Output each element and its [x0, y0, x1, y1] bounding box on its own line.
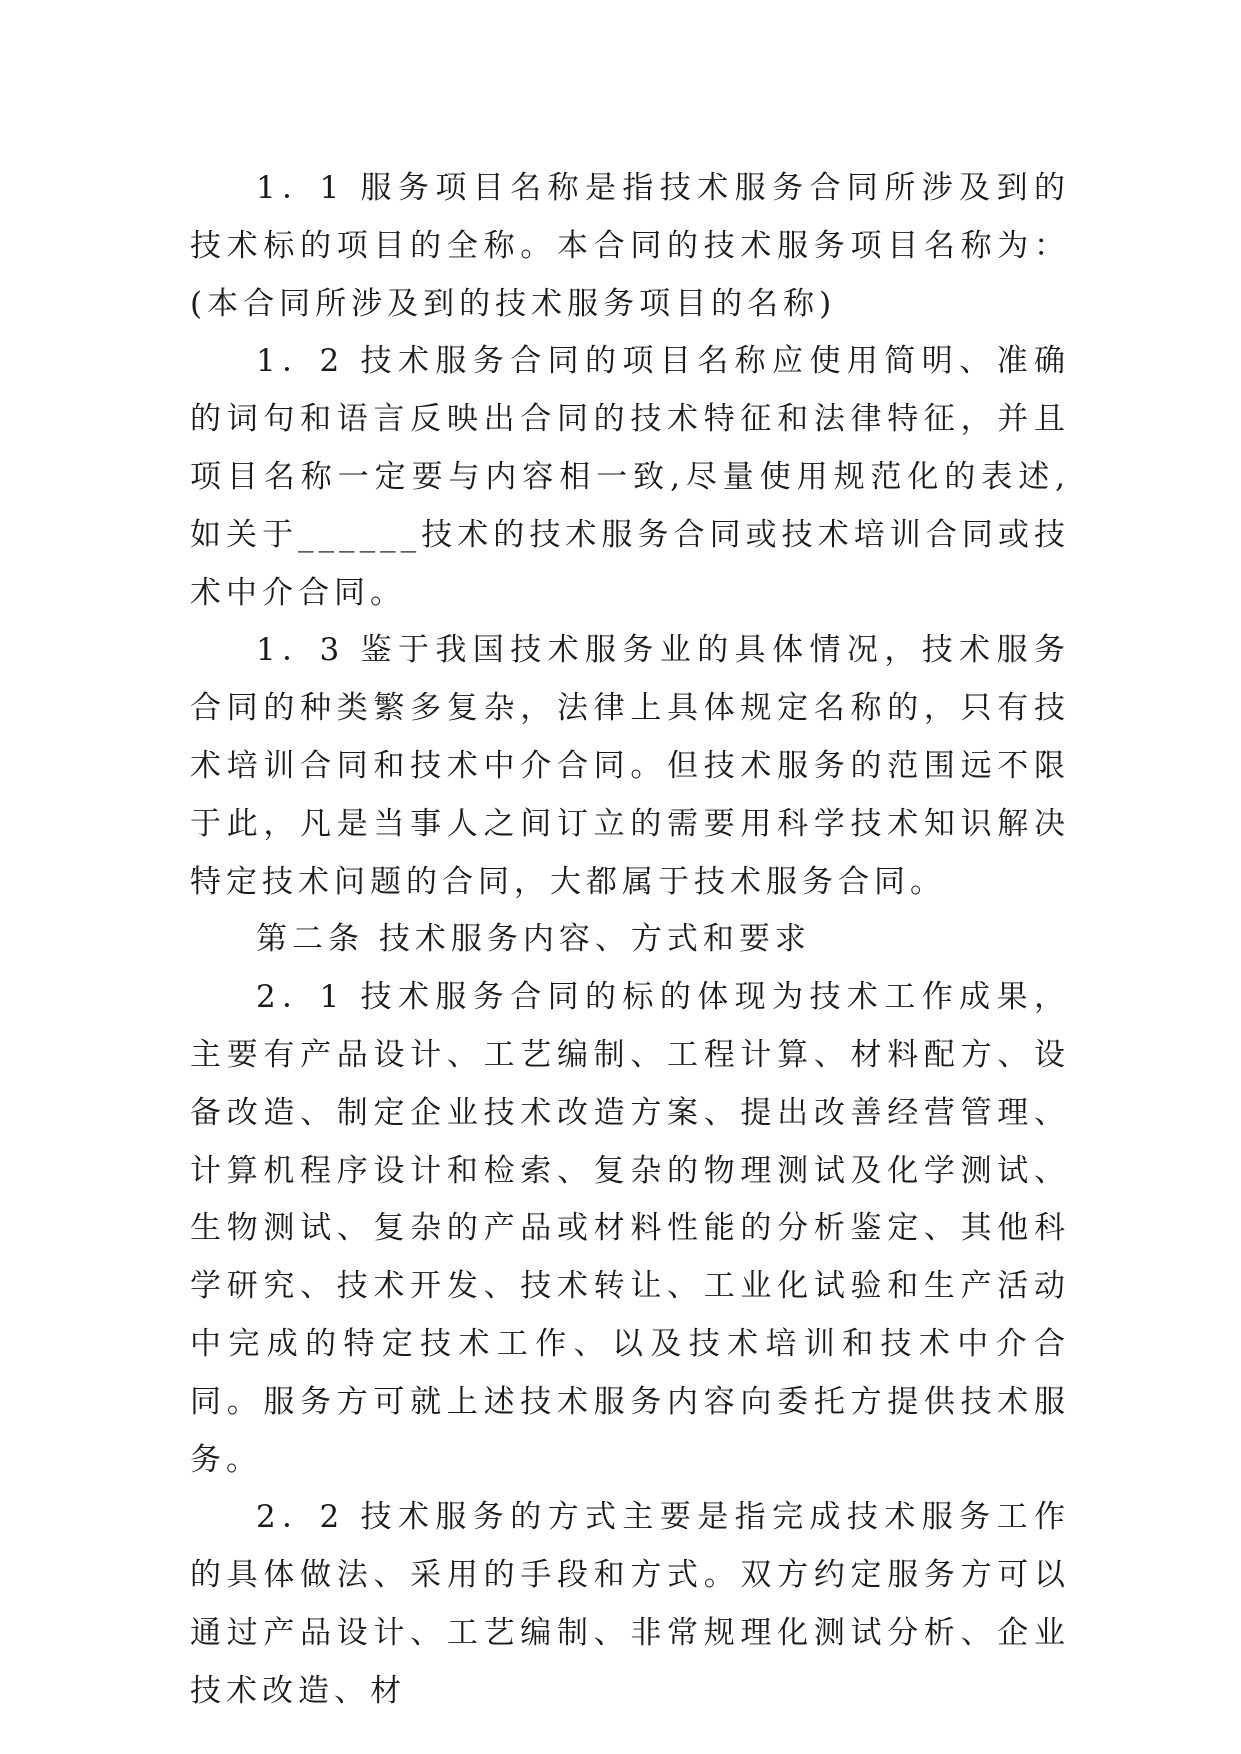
- paragraph-2-1: 2．1 技术服务合同的标的体现为技术工作成果，主要有产品设计、工艺编制、工程计算、材料配方、设备改造、制定企业技术改造方案、提出改善经营管理、计算机程序设计和检索、复杂的物理测试及化学测试、生物测试、复杂的产品或材料性能的分析鉴定、其他科学研究、技术开发、技术转让、工业化试验和生产活动中完成的特定技术工作、以及技术培训和技术中介合同。服务方可就上述技术服务内容向委托方提供技术服务。: [190, 979, 1070, 1478]
- document-body: [190, 160, 1070, 1721]
- paragraph-1-3: 1．3 鉴于我国技术服务业的具体情况，技术服务合同的种类繁多复杂，法律上具体规定名称的，只有技术培训合同和技术中介合同。但技术服务的范围远不限于此，凡是当事人之间订立的需要用科学技术知识解决特定技术问题的合同，大都属于技术服务合同。: [190, 632, 1070, 900]
- paragraph-2-2: 2．2 技术服务的方式主要是指完成技术服务工作的具体做法、采用的手段和方式。双方约定服务方可以通过产品设计、工艺编制、非常规理化测试分析、企业技术改造、材: [190, 1499, 1070, 1709]
- section-heading-article-2: 第二条 技术服务内容、方式和要求: [256, 921, 811, 958]
- paragraph-1-2: 1．2 技术服务合同的项目名称应使用简明、准确的词句和语言反映出合同的技术特征和法律特征，并且项目名称一定要与内容相一致,尽量使用规范化的表述,如关于______技术的技术服务合同或技术培训合同或技术中介合同。: [190, 343, 1070, 611]
- paragraph-1-1: 1．1 服务项目名称是指技术服务合同所涉及到的技术标的项目的全称。本合同的技术服务项目名称为：(本合同所涉及到的技术服务项目的名称): [190, 170, 1070, 322]
